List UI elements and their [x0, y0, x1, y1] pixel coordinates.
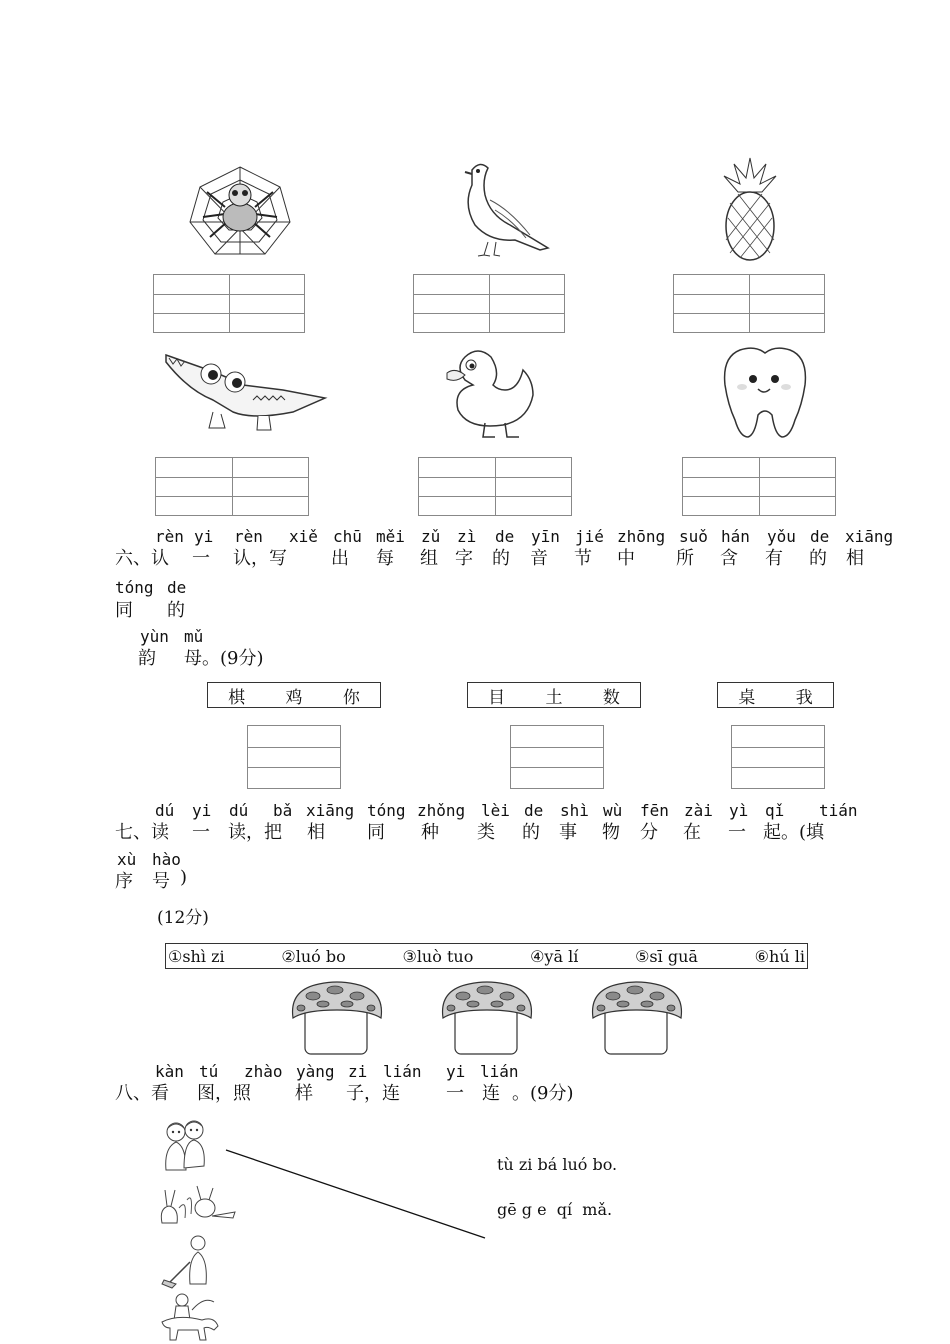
- duck-icon: [443, 345, 538, 440]
- answer-grid[interactable]: [731, 725, 825, 789]
- q7-score: (12分): [157, 908, 209, 928]
- writing-grid[interactable]: [673, 274, 825, 333]
- char-group-2: 目 土 数: [467, 682, 641, 708]
- option-1: ①shì zi: [168, 946, 225, 966]
- option-2: ②luó bo: [281, 946, 346, 966]
- char-group-1: 棋 鸡 你: [207, 682, 381, 708]
- writing-grid[interactable]: [413, 274, 565, 333]
- char-group-3: 桌 我: [717, 682, 834, 708]
- options-box: [165, 943, 808, 969]
- tooth-icon: [720, 345, 810, 440]
- option-5: ⑤sī guā: [635, 946, 698, 966]
- mushroom-icon[interactable]: [589, 980, 685, 1056]
- option-6: ⑥hú li: [754, 946, 805, 966]
- writing-grid[interactable]: [418, 457, 572, 516]
- option-3: ③luò tuo: [402, 946, 474, 966]
- pineapple-icon: [720, 158, 780, 263]
- writing-grid[interactable]: [682, 457, 836, 516]
- girl-sweeping-picture[interactable]: [160, 1234, 215, 1289]
- connection-line: [225, 1148, 487, 1240]
- mushroom-icon[interactable]: [289, 980, 385, 1056]
- writing-grid[interactable]: [155, 457, 309, 516]
- sentence-2[interactable]: gē g e qí mǎ.: [497, 1200, 613, 1219]
- answer-grid[interactable]: [247, 725, 341, 789]
- pigeon-icon: [460, 160, 555, 260]
- crocodile-icon: [163, 350, 328, 435]
- sentence-1[interactable]: tù zi bá luó bo.: [497, 1155, 618, 1174]
- boy-riding-horse-picture[interactable]: [158, 1292, 223, 1342]
- children-picture[interactable]: [158, 1118, 213, 1173]
- option-4: ④yā lí: [530, 946, 579, 966]
- spider-icon: [185, 162, 295, 262]
- mushroom-icon[interactable]: [439, 980, 535, 1056]
- answer-grid[interactable]: [510, 725, 604, 789]
- writing-grid[interactable]: [153, 274, 305, 333]
